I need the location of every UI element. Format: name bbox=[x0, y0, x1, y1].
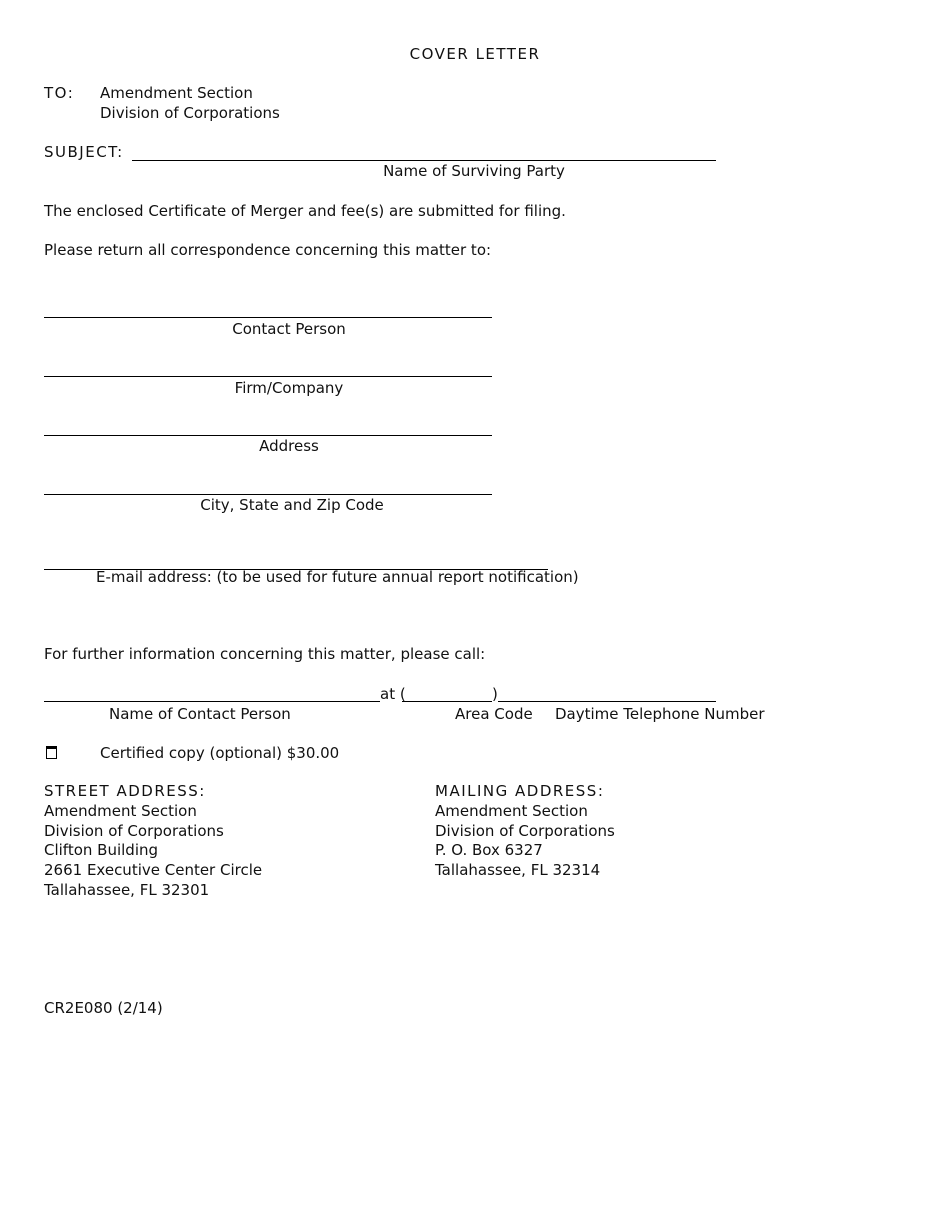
firm-line[interactable] bbox=[44, 376, 492, 377]
mailing-address-block bbox=[435, 782, 615, 881]
street-address-line: 2661 Executive Center Circle bbox=[44, 861, 263, 880]
to-label: TO: bbox=[44, 84, 75, 102]
subject-caption: Name of Surviving Party bbox=[383, 162, 565, 180]
mailing-address-line: Tallahassee, FL 32314 bbox=[435, 861, 601, 880]
email-caption: E-mail address: (to be used for future annual report notification) bbox=[96, 568, 579, 586]
mailing-address-line: P. O. Box 6327 bbox=[435, 841, 543, 860]
street-address-line: Division of Corporations bbox=[44, 821, 224, 840]
street-address-heading: STREET ADDRESS: bbox=[44, 782, 206, 800]
street-address-block bbox=[44, 782, 262, 901]
contact-name-caption: Name of Contact Person bbox=[109, 705, 291, 723]
mailing-address-line: Amendment Section bbox=[435, 801, 588, 820]
enclosed-statement: The enclosed Certificate of Merger and fee(s) are submitted for filing. bbox=[44, 202, 566, 220]
to-line-1: Amendment Section bbox=[100, 84, 253, 102]
daytime-phone-caption: Daytime Telephone Number bbox=[555, 705, 765, 723]
address-caption: Address bbox=[259, 437, 319, 455]
area-code-line[interactable] bbox=[402, 701, 492, 702]
page-title: COVER LETTER bbox=[409, 45, 541, 63]
contact-person-line[interactable] bbox=[44, 317, 492, 318]
close-paren: ) bbox=[492, 685, 498, 703]
contact-name-line[interactable] bbox=[44, 701, 380, 702]
area-code-caption: Area Code bbox=[455, 705, 533, 723]
to-line-2: Division of Corporations bbox=[100, 104, 280, 122]
certified-copy-label: Certified copy (optional) $30.00 bbox=[100, 744, 340, 762]
return-instruction: Please return all correspondence concerning this matter to: bbox=[44, 241, 492, 259]
mailing-address-line: Division of Corporations bbox=[435, 821, 615, 840]
mailing-address-heading: MAILING ADDRESS: bbox=[435, 782, 605, 800]
daytime-phone-line[interactable] bbox=[498, 701, 716, 702]
street-address-line: Tallahassee, FL 32301 bbox=[44, 880, 210, 899]
contact-person-caption: Contact Person bbox=[232, 320, 346, 338]
phone-intro: For further information concerning this matter, please call: bbox=[44, 645, 486, 663]
street-address-line: Amendment Section bbox=[44, 801, 197, 820]
subject-input-line[interactable] bbox=[132, 160, 716, 161]
at-paren: at ( bbox=[380, 685, 406, 703]
street-address-line: Clifton Building bbox=[44, 841, 159, 860]
address-line[interactable] bbox=[44, 435, 492, 436]
firm-caption: Firm/Company bbox=[234, 379, 344, 397]
certified-copy-checkbox[interactable] bbox=[46, 746, 57, 759]
city-state-zip-line[interactable] bbox=[44, 494, 492, 495]
form-code: CR2E080 (2/14) bbox=[44, 999, 163, 1017]
subject-label: SUBJECT: bbox=[44, 143, 124, 161]
city-state-zip-caption: City, State and Zip Code bbox=[200, 496, 384, 514]
